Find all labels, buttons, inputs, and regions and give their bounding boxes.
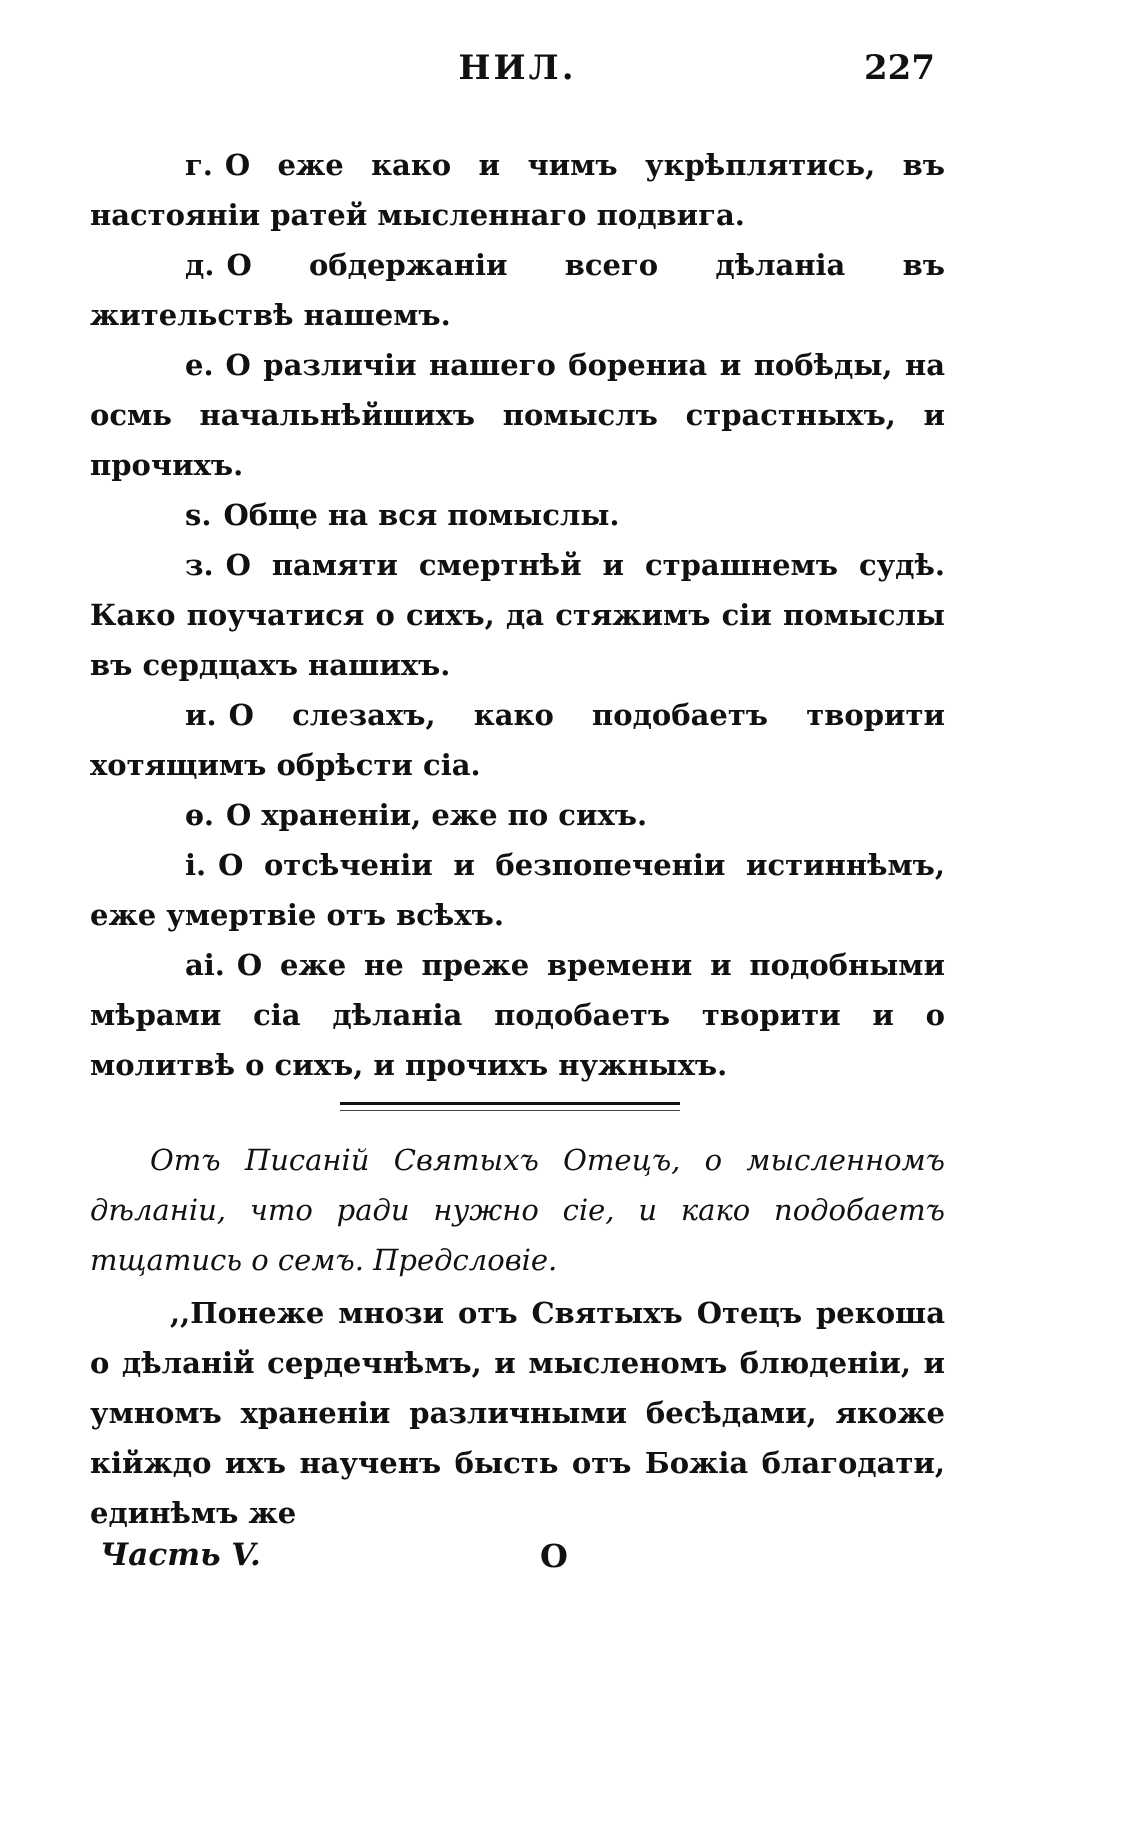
toc-item-text: О еже како и чимъ укрѣплятись, въ настояніи ратей мысленнаго подвига. [90, 148, 945, 232]
page-header [90, 48, 945, 108]
toc-item-number: і. [185, 848, 207, 882]
section-divider [340, 1102, 680, 1105]
running-title: НИЛ. [458, 48, 577, 88]
toc-item [90, 140, 945, 240]
toc-item [90, 240, 945, 340]
toc-item [90, 690, 945, 790]
toc-item-text: О различіи нашего борениа и побѣды, на осмь начальнѣйшихъ помыслъ страстныхъ, и прочихъ. [90, 348, 945, 482]
section-heading: Отъ Писаній Святыхъ Отецъ, о мысленномъ дѣланіи, что ради нужно сіе, и како подобаетъ тщатись о семъ. Предсловіе. [90, 1143, 945, 1277]
toc-item-number: и. [185, 698, 217, 732]
toc-item-number: ѕ. [185, 498, 212, 532]
signature-mark: Часть V. [100, 1537, 261, 1573]
toc-item-number: з. [185, 548, 214, 582]
toc-item [90, 840, 945, 940]
toc-item-text: О слезахъ, како подобаетъ творити хотящимъ обрѣсти сіа. [90, 698, 945, 782]
page-number: 227 [864, 48, 935, 88]
toc-item [90, 790, 945, 840]
toc-item-text: О отсѣченіи и безпопеченіи истиннѣмъ, еже умертвіе отъ всѣхъ. [90, 848, 945, 932]
toc-item [90, 940, 945, 1090]
toc-item-text: О обдержаніи всего дѣланіа въ жительствѣ нашемъ. [90, 248, 945, 332]
toc-item [90, 340, 945, 490]
toc-item-number: ѳ. [185, 798, 215, 832]
toc-item-text: О храненіи, еже по сихъ. [226, 798, 648, 832]
toc-item-text: О еже не преже времени и подобными мѣрами сіа дѣланіа подобаетъ творити и о молитвѣ о сихъ, и прочихъ нужныхъ. [90, 948, 945, 1082]
section-divider-thin [340, 1110, 680, 1111]
toc-item [90, 540, 945, 690]
toc-item-number: е. [185, 348, 214, 382]
table-of-contents [90, 140, 945, 1090]
toc-item-text: Обще на вся помыслы. [223, 498, 620, 532]
toc-item-text: О памяти смертнѣй и страшнемъ судѣ. Како поучатися о сихъ, да стяжимъ сіи помыслы въ сердцахъ нашихъ. [90, 548, 945, 682]
toc-item-number: аі. [185, 948, 225, 982]
toc-item-number: г. [185, 148, 213, 182]
toc-item [90, 490, 945, 540]
toc-item-number: д. [185, 248, 215, 282]
page-footer [100, 1537, 600, 1587]
body-paragraph: ,,Понеже мнози отъ Святыхъ Отецъ рекоша о дѣланій сердечнѣмъ, и мысленомъ блюденіи, и умномъ храненіи различными бесѣдами, якоже кійждо ихъ наученъ бысть отъ Божіа благодати, единѣмъ же [90, 1296, 945, 1530]
catchword: О [540, 1537, 568, 1575]
